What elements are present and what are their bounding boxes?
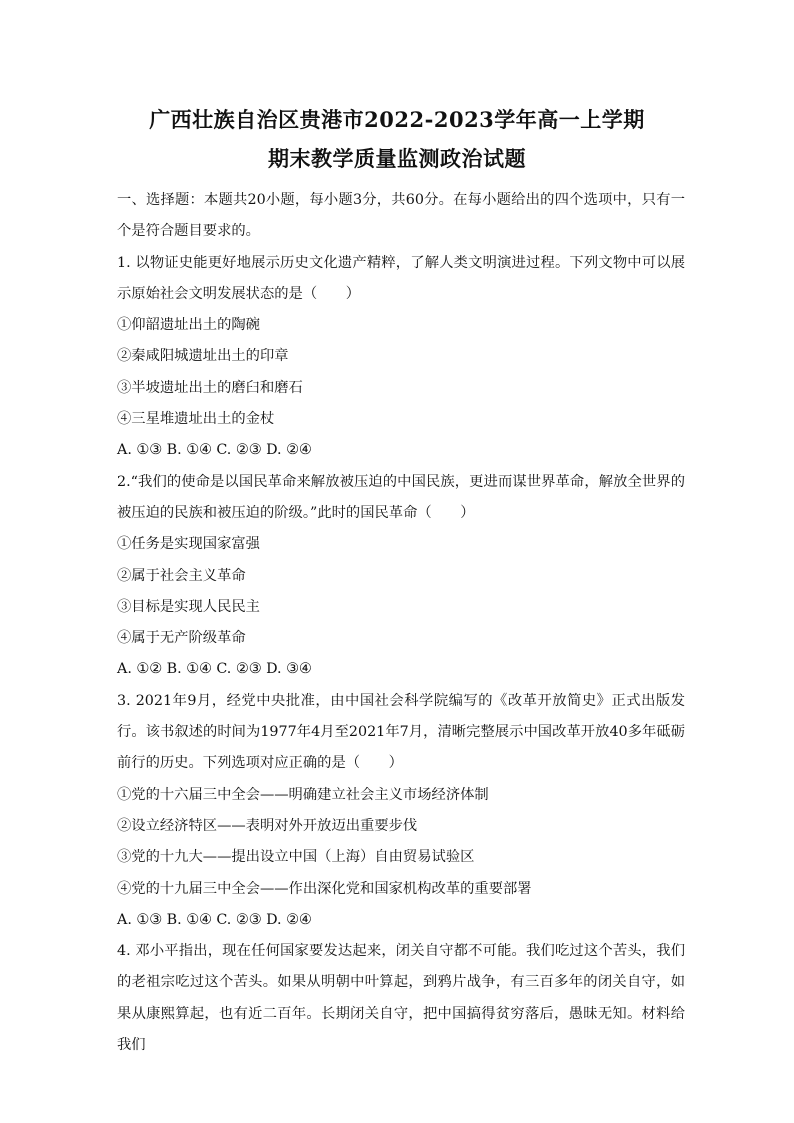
section-heading: 一、选择题：本题共20小题，每小题3分，共60分。在每小题给出的四个选项中，只有一个是符合题目要求的。 — [117, 192, 685, 240]
question-item: ③半坡遗址出土的磨臼和磨石 — [117, 379, 303, 396]
question-stem: 4. 邓小平指出，现在任何国家要发达起来，闭关自守都不可能。我们吃过这个苦头，我们的老祖宗吃过这个苦头。如果从明朝中叶算起，到鸦片战争，有三百多年的闭关自守，如果从康熙算起，也有近二百年。长期闭关自守，把中国搞得贫穷落后，愚昧无知。材料给我们 — [117, 943, 685, 1054]
question-item: ④属于无产阶级革命 — [117, 630, 246, 647]
question-2 — [117, 467, 685, 686]
question-item: ③党的十九大——提出设立中国（上海）自由贸易试验区 — [117, 849, 475, 866]
document-title-line-2: 期末教学质量监测政治试题 — [268, 146, 526, 171]
question-stem: 2.“我们的使命是以国民革命来解放被压迫的中国民族，更进而谋世界革命，解放全世界的被压迫的民族和被压迫的阶级。”此时的国民革命（ ） — [117, 473, 685, 521]
question-item: ①党的十六届三中全会——明确建立社会主义市场经济体制 — [117, 786, 489, 803]
question-item: ③目标是实现人民民主 — [117, 598, 260, 615]
document-body — [117, 185, 685, 1061]
question-4 — [117, 936, 685, 1061]
question-item: ①任务是实现国家富强 — [117, 536, 260, 553]
question-item: ④党的十九届三中全会——作出深化党和国家机构改革的重要部署 — [117, 880, 532, 897]
question-item: ②设立经济特区——表明对外开放迈出重要步伐 — [117, 817, 418, 834]
question-item: ②属于社会主义革命 — [117, 567, 246, 584]
question-stem: 1. 以物证史能更好地展示历史文化遗产精粹，了解人类文明演进过程。下列文物中可以展示原始社会文明发展状态的是（ ） — [117, 254, 685, 302]
document-title-line-1: 广西壮族自治区贵港市2022-2023学年高一上学期 — [149, 107, 645, 132]
question-item: ④三星堆遗址出土的金杖 — [117, 411, 275, 428]
answer-options: A. ①② B. ①④ C. ②③ D. ③④ — [117, 661, 312, 678]
question-1 — [117, 248, 685, 467]
answer-options: A. ①③ B. ①④ C. ②③ D. ②④ — [117, 911, 312, 928]
question-stem: 3. 2021年9月，经党中央批准，由中国社会科学院编写的《改革开放简史》正式出版发行。该书叙述的时间为1977年4月至2021年7月，清晰完整展示中国改革开放40多年砥砺前行的历史。下列选项对应正确的是（ ） — [117, 692, 685, 772]
question-item: ①仰韶遗址出土的陶碗 — [117, 317, 260, 334]
question-item: ②秦咸阳城遗址出土的印章 — [117, 348, 289, 365]
question-3 — [117, 686, 685, 936]
answer-options: A. ①③ B. ①④ C. ②③ D. ②④ — [117, 442, 312, 459]
